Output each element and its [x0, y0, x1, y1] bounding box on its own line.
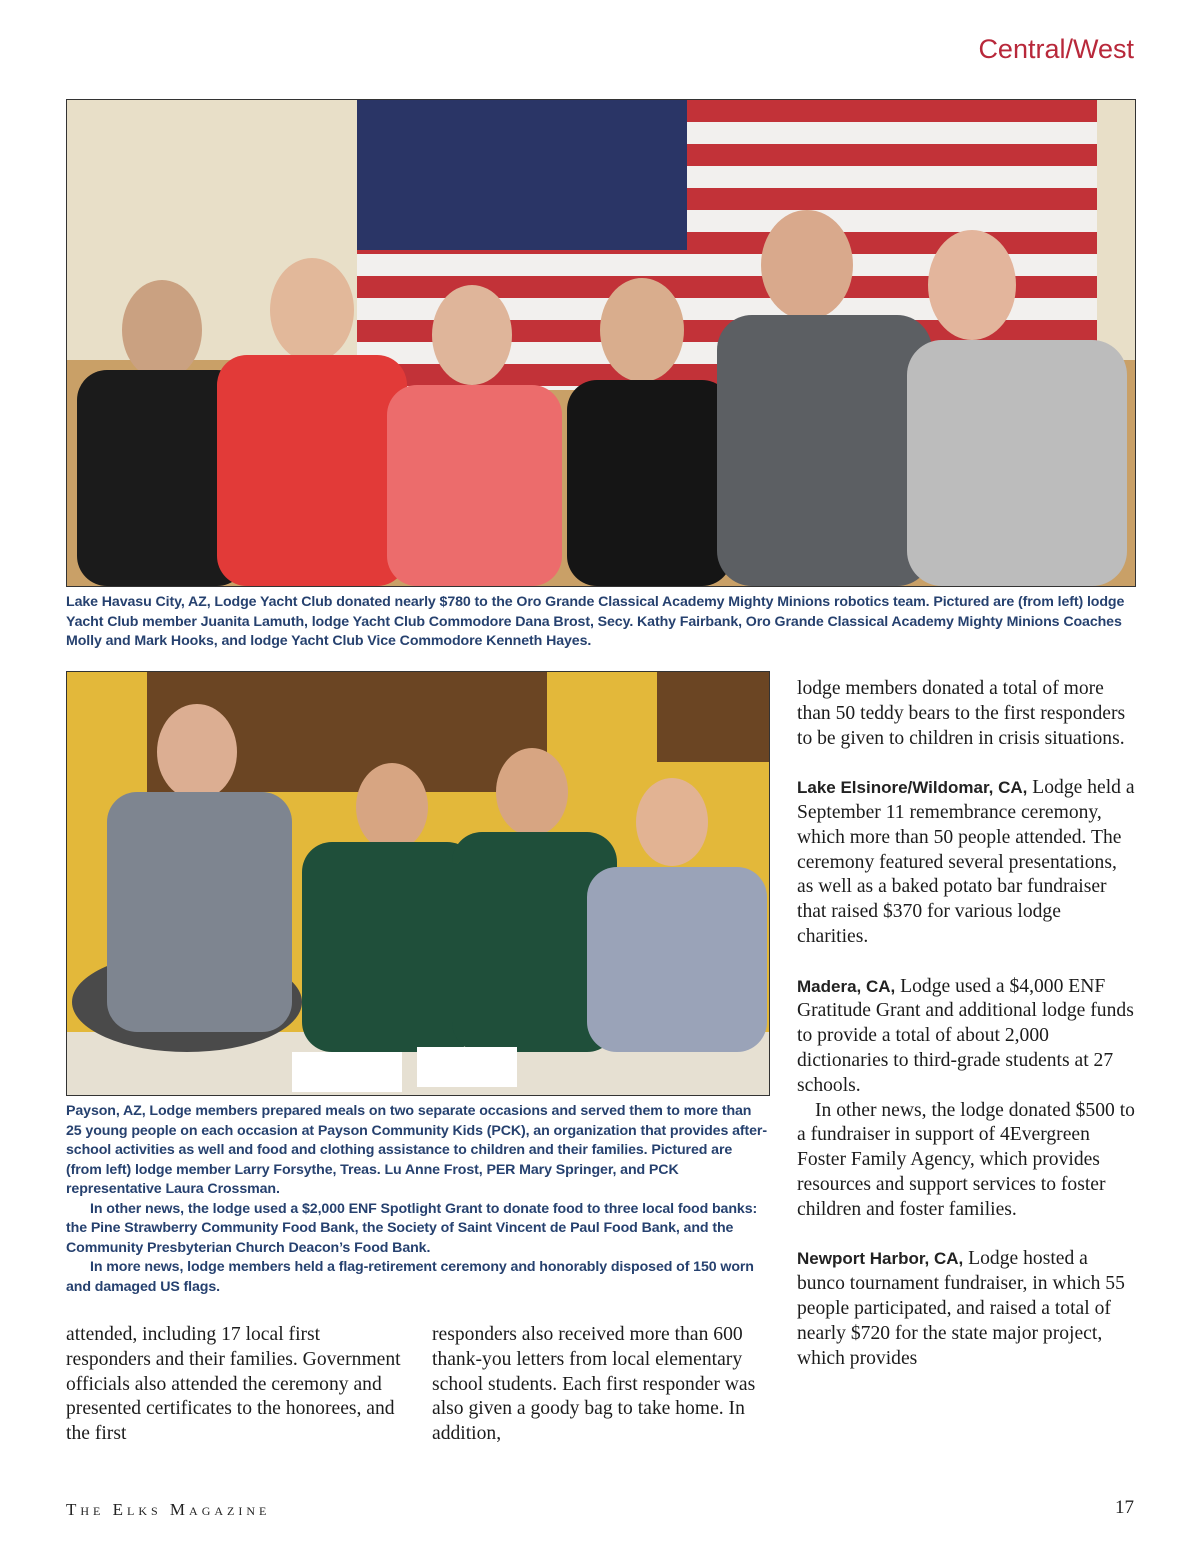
caption-text: Lodge Yacht Club donated nearly $780 to the Oro Grande Classical Academy Mighty Minions robotics team. Pictured are (from left) lodge Yacht Club member Juanita Lamuth, lodge Yacht Club Commodore Dana Brost, Secy. Kathy Fairbank, Oro Grande Classical Academy Mighty Minions Coaches Molly and Mark Hooks, and lodge Yacht Club Vice Commodore Kenneth Hayes. — [66, 594, 1125, 649]
paragraph-text: Lodge held a September 11 remembrance ceremony, which more than 50 people attended. The ceremony featured several presentations, as well as a baked potato bar fundraiser that raised $370 for various lodge charities. — [797, 777, 1135, 947]
column-1 — [66, 1323, 401, 1447]
column-2-text: responders also received more than 600 thank-you letters from local elementary school students. Each first responder was also given a goody bag to take home. In addition, — [432, 1324, 756, 1445]
section-heading: Central/West — [978, 34, 1134, 64]
lodge-name: Lake Elsinore/Wildomar, CA, — [797, 778, 1028, 798]
column-3 — [797, 677, 1137, 1371]
lake-elsinore-paragraph — [797, 776, 1137, 950]
madera-paragraph-2: In other news, the lodge donated $500 to a fundraiser in support of 4Evergreen Foster Family Agency, which provides resources and support services to foster children and foster families. — [797, 1099, 1135, 1220]
caption-place: Payson, AZ, — [66, 1103, 146, 1119]
paragraph-text: Lodge used a $4,000 ENF Gratitude Grant and additional lodge funds to provide a total of about 2,000 dictionaries to third-grade students at 27 schools. — [797, 975, 1134, 1096]
column-2 — [432, 1323, 772, 1447]
lodge-name: Newport Harbor, CA, — [797, 1249, 964, 1269]
paragraph-text: Lodge hosted a bunco tournament fundraiser, in which 55 people participated, and raised a total of nearly $720 for the state major project, which provides — [797, 1248, 1125, 1369]
newport-harbor-paragraph — [797, 1247, 1137, 1371]
caption-text: Lodge members prepared meals on two separate occasions and served them to more than 25 young people on each occasion at Payson Community Kids (PCK), an organization that provides after-school activities as well and food and clothing assistance to children and their families. Pictured are (from left) lodge member Larry Forsythe, Treas. Lu Anne Frost, PER Mary Springer, and PCK representative Laura Crossman. — [66, 1103, 767, 1197]
payson-photo — [66, 671, 770, 1096]
madera-paragraph — [797, 975, 1137, 1099]
page-number: 17 — [1115, 1497, 1134, 1518]
caption-place: Lake Havasu City, AZ, — [66, 594, 211, 610]
caption-paragraph-3: In more news, lodge members held a flag-retirement ceremony and honorably disposed of 150 worn and damaged US flags. — [66, 1259, 754, 1295]
caption-paragraph-2: In other news, the lodge used a $2,000 ENF Spotlight Grant to donate food to three local food banks: the Pine Strawberry Community Food Bank, the Society of Saint Vincent de Paul Food Bank, and the Community Presbyterian Church Deacon’s Food Bank. — [66, 1200, 758, 1256]
lodge-name: Madera, CA, — [797, 976, 896, 996]
photo1-caption — [66, 593, 1134, 652]
photo2-caption — [66, 1102, 768, 1297]
magazine-title: The Elks Magazine — [66, 1500, 271, 1519]
lake-havasu-photo — [66, 99, 1136, 587]
teddy-bears-paragraph: lodge members donated a total of more than 50 teddy bears to the first responders to be given to children in crisis situations. — [797, 678, 1126, 749]
column-1-text: attended, including 17 local first responders and their families. Government officials also attended the ceremony and presented certificates to the honorees, and the first — [66, 1324, 401, 1445]
